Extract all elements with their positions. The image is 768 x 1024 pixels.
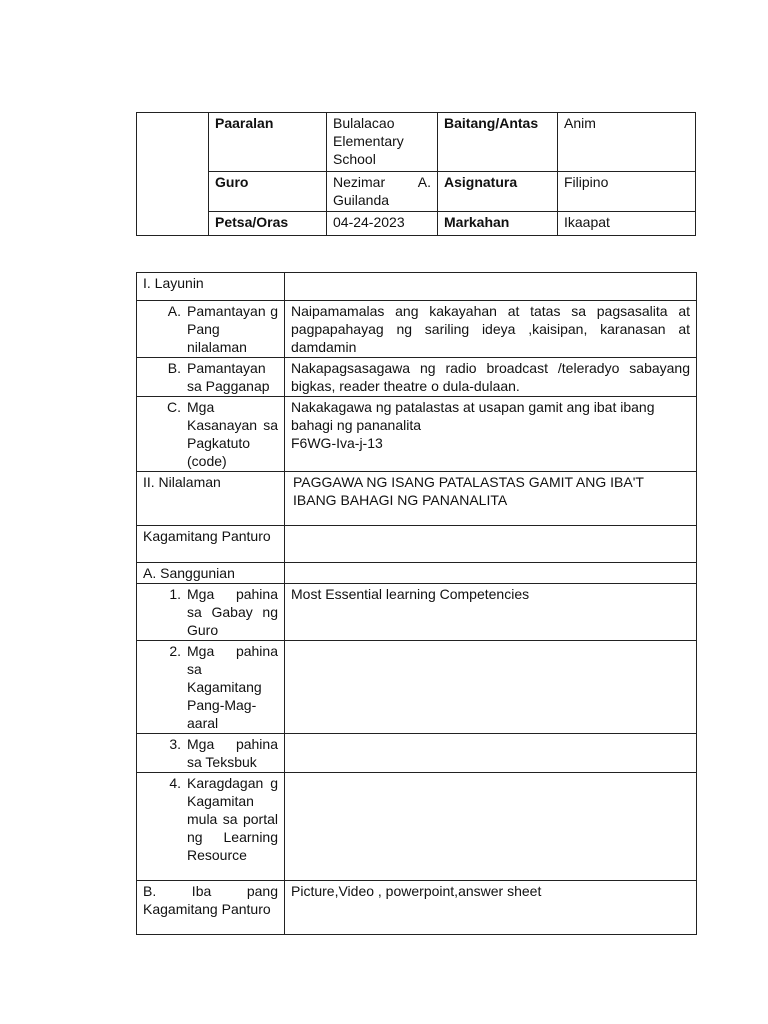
sanggunian-value (285, 563, 697, 584)
list-marker: 1. (169, 586, 181, 602)
list-marker: 4. (169, 775, 181, 791)
kasanayan-text: Nakakagawa ng patalastas at usapan gamit ang ibat ibang bahagi ng pananalita (291, 399, 655, 433)
kasanayan-value (285, 397, 697, 472)
iba-pang-kagamitan-label: B. Iba pang Kagamitang Panturo (137, 881, 285, 935)
list-marker: C. (167, 399, 181, 415)
blank-cell (137, 113, 209, 236)
sanggunian-label: A. Sanggunian (137, 563, 285, 584)
list-marker: B. (167, 360, 181, 376)
quarter-label: Markahan (438, 212, 558, 236)
lesson-plan-table (136, 272, 697, 935)
teksbuk-label: 3. Mga pahina sa Teksbuk (137, 734, 285, 773)
gabay-guro-label: 1. Mga pahina sa Gabay ng Guro (137, 584, 285, 641)
nilalaman-label: II. Nilalaman (137, 472, 285, 526)
pamantayan-pagganap-label: B. Pamantayan sa Pagganap (137, 358, 285, 397)
school-label: Paaralan (209, 113, 327, 172)
list-marker: 2. (169, 643, 181, 659)
iba-pang-kagamitan-value: Picture,Video , powerpoint,answer sheet (285, 881, 697, 935)
kasanayan-code: F6WG-Iva-j-13 (291, 435, 383, 451)
school-value: Bulalacao Elementary School (327, 113, 438, 172)
layunin-label: I. Layunin (137, 273, 285, 301)
kasanayan-label: C. Mga Kasanayan sa Pagkatuto (code) (137, 397, 285, 472)
subject-label: Asignatura (438, 172, 558, 212)
grade-value: Anim (558, 113, 696, 172)
pamantayan-nilalaman-value: Naipamamalas ang kakayahan at tatas sa pagsasalita at pagpapahayag ng sariling ideya ,kaisipan, karanasan at damdamin (285, 301, 697, 358)
learning-resource-value (285, 773, 697, 881)
teacher-label: Guro (209, 172, 327, 212)
grade-label: Baitang/Antas (438, 113, 558, 172)
teacher-value: Nezimar A. Guilanda (327, 172, 438, 212)
teksbuk-value (285, 734, 697, 773)
subject-value: Filipino (558, 172, 696, 212)
kagamitang-mag-aaral-value (285, 641, 697, 734)
quarter-value: Ikaapat (558, 212, 696, 236)
header-info-table (136, 112, 696, 236)
pamantayan-pagganap-value: Nakapagsasagawa ng radio broadcast /teleradyo sabayang bigkas, reader theatre o dula-dulaan. (285, 358, 697, 397)
list-marker: A. (167, 303, 181, 319)
learning-resource-label: 4. Karagdagan g Kagamitan mula sa portal ng Learning Resource (137, 773, 285, 881)
date-value: 04-24-2023 (327, 212, 438, 236)
nilalaman-value: PAGGAWA NG ISANG PATALASTAS GAMIT ANG IBA'T IBANG BAHAGI NG PANANALITA (285, 472, 697, 526)
kagamitan-label: Kagamitang Panturo (137, 526, 285, 563)
kagamitang-mag-aaral-label: 2. Mga pahina sa Kagamitang Pang-Mag-aaral (137, 641, 285, 734)
layunin-value (285, 273, 697, 301)
gabay-guro-value: Most Essential learning Competencies (285, 584, 697, 641)
kagamitan-value (285, 526, 697, 563)
pamantayan-nilalaman-label: A. Pamantayan g Pang nilalaman (137, 301, 285, 358)
date-label: Petsa/Oras (209, 212, 327, 236)
list-marker: 3. (169, 736, 181, 752)
